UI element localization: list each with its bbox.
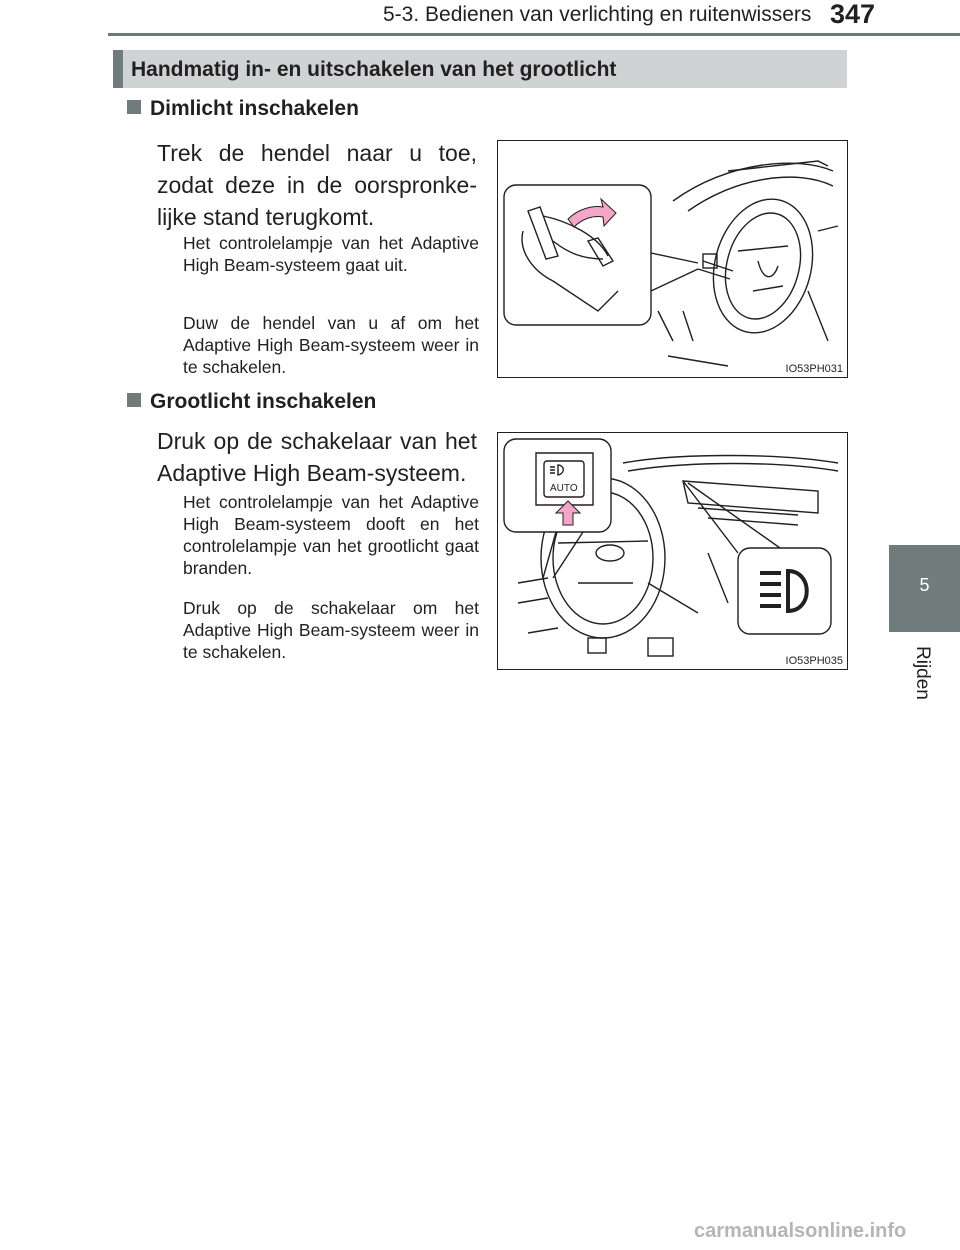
auto-switch-label: AUTO — [550, 483, 578, 494]
lever-illustration — [497, 140, 848, 378]
figure-code: IO53PH031 — [785, 363, 843, 375]
grootlicht-heading-text: Grootlicht inschakelen — [150, 390, 377, 413]
page-number: 347 — [830, 0, 876, 29]
chapter-tab — [889, 545, 960, 632]
section-bar-accent — [113, 50, 123, 88]
dimlicht-instruction: Trek de hendel naar u toe, zodat deze in de oorspronke-lijke stand terugkomt. — [157, 140, 477, 230]
grootlicht-heading — [127, 390, 376, 414]
dashboard-switch-drawing — [498, 433, 847, 669]
header-divider — [108, 33, 960, 36]
square-bullet-icon — [127, 100, 141, 114]
running-header-title: 5-3. Bedienen van verlichting en ruitenwissers — [383, 3, 812, 26]
chapter-label: Rijden — [912, 646, 933, 700]
figure-code: IO53PH035 — [785, 655, 843, 667]
grootlicht-instruction: Druk op de schakelaar van het Adaptive High Beam-systeem. — [157, 428, 477, 486]
grootlicht-note-2: Druk op de schakelaar om het Adaptive High Beam-systeem weer in te schakelen. — [183, 598, 479, 662]
dimlicht-note-1: Het controlelampje van het Adaptive High Beam-systeem gaat uit. — [183, 233, 479, 275]
lever-illustration-drawing — [498, 141, 847, 377]
dashboard-switch-illustration — [497, 432, 848, 670]
section-title: Handmatig in- en uitschakelen van het grootlicht — [131, 58, 617, 81]
section-title-bar — [113, 50, 847, 88]
dimlicht-heading — [127, 97, 359, 121]
watermark: carmanualsonline.info — [694, 1220, 907, 1242]
dimlicht-note-2: Duw de hendel van u af om het Adaptive High Beam-systeem weer in te schakelen. — [183, 313, 479, 377]
grootlicht-note-1: Het controlelampje van het Adaptive High Beam-systeem dooft en het controlelampje van het grootlicht gaat branden. — [183, 492, 479, 578]
chapter-label-container — [893, 646, 953, 706]
chapter-number: 5 — [919, 575, 930, 595]
square-bullet-icon — [127, 393, 141, 407]
dimlicht-heading-text: Dimlicht inschakelen — [150, 97, 359, 120]
